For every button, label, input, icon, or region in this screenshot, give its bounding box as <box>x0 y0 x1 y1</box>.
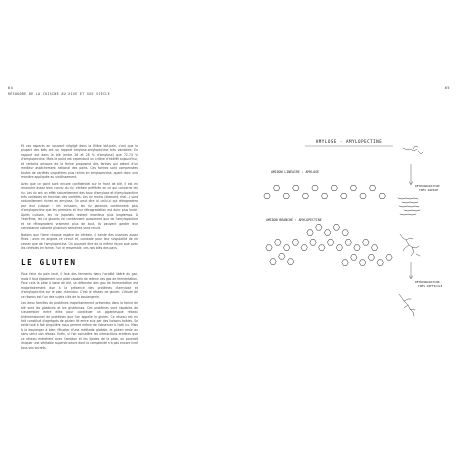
intro-paragraph-1: Et ces aspects en souvent négligé dans la filière blé-pain, c'est que la plupart des blés ont un rapport amylose-amylopectine très variables. En rapport est dans le blé (entre 26 et 28 % d'amylose) que 72-74 % d'amylopectine. Mais le point est cependant un critère d'intérêt aujourd'hui, et certains artisans de la farine proposent des farines qui aident d'un meilleur assèchement national des pains. Ces farines sont compensées toutes de variétés singulières plus riches en amylopectine, quant donc une manière appliquée au vieillissement. <box>21 144 138 180</box>
glucose-hexagon <box>319 245 325 251</box>
starch-diagram-svg <box>235 138 450 348</box>
glucose-hexagon <box>293 185 299 191</box>
glucose-hexagon <box>359 260 365 266</box>
glucose-hexagon <box>316 225 322 231</box>
glucose-hexagon <box>371 245 377 251</box>
right-page-header <box>445 86 450 92</box>
left-page-header <box>8 86 110 96</box>
right-page-number: 65 <box>444 86 450 90</box>
linear-label: AMIDON LINÉAIRE : AMYLOSE <box>271 170 319 174</box>
glucose-hexagon <box>354 245 360 251</box>
glucose-hexagon <box>341 193 347 199</box>
arrow-fast <box>409 164 413 185</box>
twig-top <box>403 146 423 154</box>
glucose-hexagon <box>310 240 316 246</box>
glucose-hexagon <box>312 185 318 191</box>
result-slow-line1: RÉTROGRADATION <box>415 280 440 284</box>
glucose-hexagon <box>287 259 293 265</box>
intro-paragraph-2: Avec que ce point sont encore confidentiel sur le front de blé, il est en revanche assez bien connu du riz, céréale préférée en ce qui concerne les riz. Les riz ont un effet naturellement des taux d'amylose et d'amylopectine très variables en fonction des variétés. Les riz moins (diamant, thaï...) sont naturellement riches en amylose. On peut dire ici celui-ci qui rétrogradera par leur cuisson : les cuissons, les riz japonais contiennent plus d'amylopectine que les premiers et leur rétrogradation est donc plus lente. Après cuisson, les riz japonais restent moelleux plus longtemps. À l'extrême, les riz gluants ne contiennent quasiment que de l'amylopectine et ne rétrogradent vraiment plus de tout, ils peuvent garder leur consistance collante plusieurs semaines sans recuit. <box>21 181 138 231</box>
glucose-hexagon <box>342 230 348 236</box>
glucose-hexagon <box>302 193 308 199</box>
glucose-hexagon <box>307 230 313 236</box>
glucose-hexagon <box>283 245 289 251</box>
running-title: RÉSOUDRE DE LA CUISINE AU XIXE ET XXE SIÈCLE <box>8 92 111 96</box>
glucose-hexagon <box>321 193 327 199</box>
twig-bottom <box>399 294 415 316</box>
glucose-hexagon <box>279 254 285 260</box>
twig-branched <box>400 234 420 256</box>
glucose-hexagon <box>301 245 307 251</box>
glucose-hexagon <box>292 240 298 246</box>
left-page-number: 64 <box>8 86 14 90</box>
glucose-hexagon <box>345 240 351 246</box>
section-title: LE GLUTEN <box>21 258 77 268</box>
glucose-hexagon <box>331 185 337 191</box>
glucose-hexagon <box>273 185 279 191</box>
glucose-hexagon <box>360 193 366 199</box>
diagram-title: AMYLOSE - AMYLOPECTINE <box>315 139 383 144</box>
branched-label: AMIDON BRANCHÉ : AMYLOPECTINE <box>266 218 322 222</box>
result-fast-line2: TRÈS RAPIDE <box>419 188 439 192</box>
gluten-paragraph-2: Les deux familles de protéines majoritairement présentes dans la farine de blé sont les gliadines et les gluténines. Ces protéines sont capables de s'assembler entre elles pour constituer un gigantesque réseau tridimensionnel de protéines que l'on appelle le gluten. Ce réseau est en fait constitué d'agrégats de gluten lié entre eux par des liaisons faibles. Sa taille tout à fait singulière nous permet même de l'observer à l'oeil nu. Mais à la boulanger à bien l'étudier d'une méthode globale, le gluten reste au sens strict son réseau. Enfin, si l'on considère les interactions entières que ce réseau entretient avec l'amidon et les lipides de la pâte, on pourrait imiquer une véritable superstructure dont la complexité n'a pas encore livré tous ses secrets. <box>21 301 138 350</box>
glucose-hexagon <box>369 185 375 191</box>
arrow-slow <box>409 262 413 279</box>
glucose-hexagon <box>333 225 339 231</box>
glucose-hexagon <box>342 260 348 266</box>
intro-paragraph-3: Notons que l'âme chaque espèce de céréale, il existe des nuances assez fines : avec en anglais ce circuit et, constate pour leur singularité de ne cesser que de l'amylopectine. On pourrait dire de la même façon que avec les céréales en farine, l'un le ressemble, ces nos blés des pays. <box>21 232 138 250</box>
glucose-hexagon <box>368 255 374 261</box>
glucose-hexagon <box>350 185 356 191</box>
left-text-column <box>21 144 138 352</box>
glucose-hexagon <box>379 193 385 199</box>
glucose-hexagon <box>327 240 333 246</box>
result-slow-line2: TRÈS DIFFICILE <box>418 284 443 288</box>
gluten-paragraph-1: Pour faire du pain levé, il faut des ferments dans l'acidité libéré du gaz, mais il faut également une pâte capable de retenir ces gaz de fermentation. Pour cela la pâte à base de blé, se détendre des gaz de fermentation est majoritairement due à la présence des protéines d'amylose et d'amylopectine sur le plan d'amidon. C'est le réseau de gluten. L'étude de ce réseau est l'un des sujets clés de la boulangerie. <box>21 272 138 299</box>
starch-diagram <box>235 138 450 348</box>
crystal-lines <box>398 198 420 215</box>
result-fast-line1: RÉTROGRADATION <box>415 184 440 188</box>
glucose-hexagon <box>270 259 276 265</box>
glucose-hexagon <box>386 255 392 261</box>
glucose-hexagon <box>264 193 270 199</box>
glucose-hexagon <box>336 245 342 251</box>
amylopectin-structure <box>266 225 392 266</box>
glucose-hexagon <box>283 193 289 199</box>
glucose-hexagon <box>351 255 357 261</box>
amylose-chain <box>264 185 386 199</box>
glucose-hexagon <box>377 260 383 266</box>
glucose-hexagon <box>363 240 369 246</box>
glucose-hexagon <box>266 245 272 251</box>
glucose-hexagon <box>275 240 281 246</box>
glucose-hexagon <box>324 230 330 236</box>
